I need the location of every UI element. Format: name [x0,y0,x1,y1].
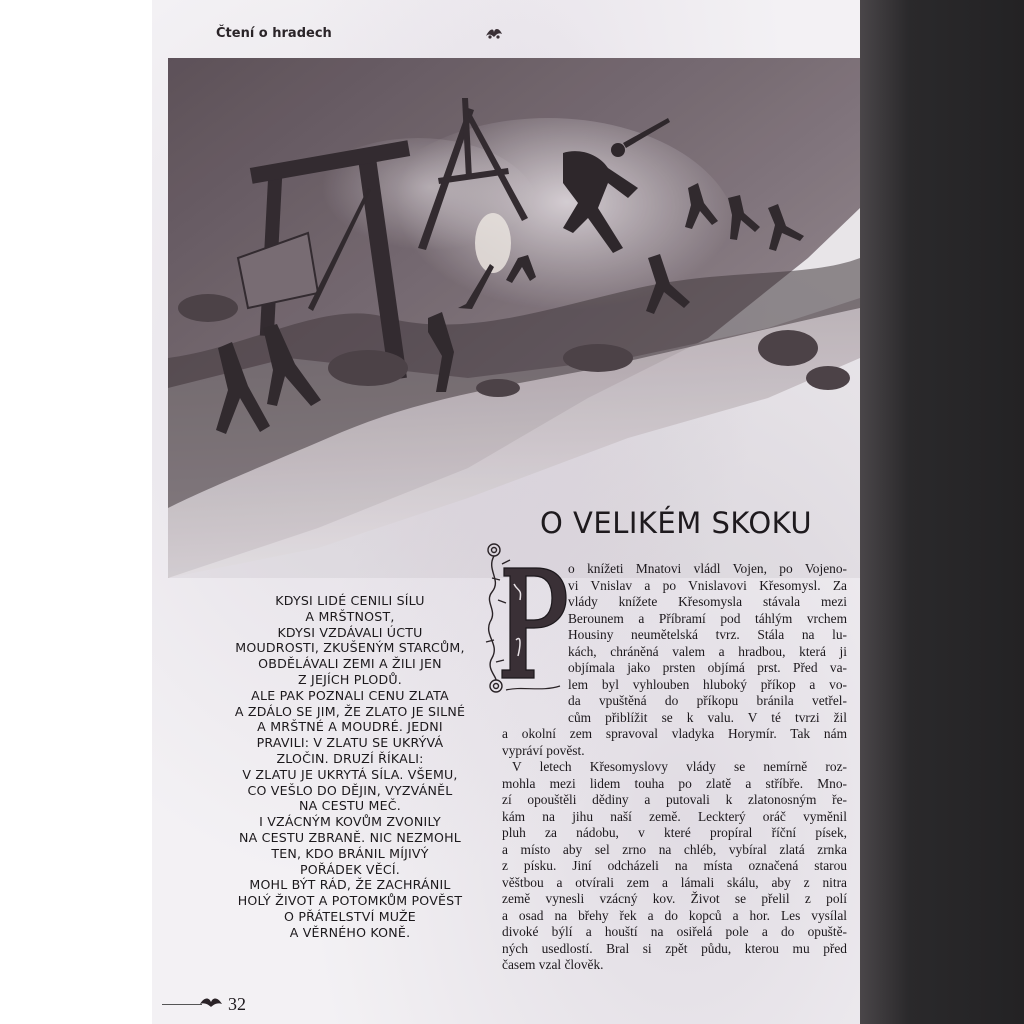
engraving-battle-at-fortification-image [168,58,860,578]
text-line: cům přiblížit se k valu. V té tvrzi žil [568,709,847,725]
poem-line: NA CESTU MEČ. [299,798,401,814]
text-line: a místo aby sel zrno na chléb, vybíral zlatá zrnka [502,841,847,857]
text-line: da vpuštěná do příkopu bránila vetřel- [568,693,847,708]
text-line: pluh za nádobu, v které propíral říční písek, [502,825,847,840]
text-line: divoké býlí a houští na osiřelá pole a do opuště- [502,924,847,939]
text-line: věštbou a otvírali zem a lámali skálu, aby z nitra [502,874,847,890]
text-line: časem vzal člověk. [502,957,604,972]
folio-rule [162,1004,202,1005]
poem-line: HOLÝ ŽIVOT A POTOMKŮM POVĚST [237,893,463,909]
poem-line: ALE PAK POZNALI CENU ZLATA [251,687,449,703]
poem-line: MOHL BÝT RÁD, ŽE ZACHRÁNIL [249,877,451,893]
text-line: země vynesli vzácný kov. Život se přelil z polí [502,891,847,906]
introductory-poem [215,593,485,941]
poem-line: A ZDÁLO SE JIM, ŽE ZLATO JE SILNÉ [234,703,466,719]
text-line: ných usedlostí. Bral si zpět půdu, kterou mu před [502,940,847,956]
text-line: mohla mezi lidem touha po zlatě a stříbře. Mno- [502,775,847,791]
poem-line: NA CESTU ZBRANĚ. NIC NEZMOHL [238,829,461,845]
poem-line: KDYSI LIDÉ CENILI SÍLU [275,593,425,608]
poem-line: I VZÁCNÝM KOVŮM ZVONILY [259,814,441,830]
text-line: a okolní zem spravoval vladyka Horymír. Tak nám [502,726,847,741]
poem-line: A MRŠTNOST, [305,608,395,624]
leaf-ornament-icon [484,26,504,40]
scan-left-margin [0,0,152,1024]
text-line: o knížeti Mnatovi vládl Vojen, po Vojeno- [568,561,847,576]
text-line: z písku. Jiní odcházeli na místa označená starou [502,858,847,873]
poem-line: O PŘÁTELSTVÍ MUŽE [284,908,416,924]
poem-line: ZLOČIN. DRUZÍ ŘÍKALI: [276,750,424,766]
running-head: Čtení o hradech [216,26,332,41]
text-line: vi Vnislav a po Vnislavovi Křesomysl. Za [568,577,847,593]
story-body [502,561,847,974]
chapter-title: O VELIKÉM SKOKU [540,506,813,540]
text-line: Housiny neumětelská tvrz. Stála na lu- [568,627,847,642]
poem-line: KDYSI VZDÁVALI ÚCTU [277,624,423,640]
text-line: vypráví pověst. [502,742,585,758]
text-line: kám na jihu naší země. Leckterý oráč vyměnil [502,808,847,824]
poem-line: A MRŠTNÉ A MOUDRÉ. JEDNI [257,719,443,735]
poem-line: PRAVILI: V ZLATU SE UKRÝVÁ [256,735,444,751]
poem-line: Z JEJÍCH PLODŮ. [298,671,402,687]
text-line: V letech Křesomyslovy vlády se nemírně roz- [512,759,847,774]
poem-line: A VĚRNÉHO KONĚ. [289,924,411,940]
scan-right-margin [860,0,1024,1024]
page-number: 32 [228,994,246,1014]
poem-line: MOUDROSTI, ZKUŠENÝM STARCŮM, [235,640,465,656]
poem-line: POŘÁDEK VĚCÍ. [300,861,400,877]
text-line: lem byl vyhlouben hluboký příkop a vo- [568,676,847,692]
text-line: zí opouštěli dědiny a putovali k zlatonosným ře- [502,792,847,807]
poem-line: CO VEŠLO DO DĚJIN, VYZVÁNĚL [247,782,453,798]
text-line: kách, chráněná valem a hradbou, která ji [568,643,847,659]
text-line: objímala jako prsten objímá prst. Před va- [568,660,847,675]
poem-line: TEN, KDO BRÁNIL MÍJIVÝ [271,845,429,861]
poem-line: V ZLATU JE UKRYTÁ SÍLA. VŠEMU, [242,766,458,782]
text-line: vlády knížete Křesomysla stávala mezi [568,594,847,609]
leaf-ornament-icon [198,995,224,1009]
text-line: a osad na břehy řek a do kopců a hor. Les vysílal [502,907,847,923]
poem-line: OBDĚLÁVALI ZEMI A ŽILI JEN [258,656,442,672]
text-line: Berounem a Příbramí pod táhlým vrchem [568,610,847,626]
